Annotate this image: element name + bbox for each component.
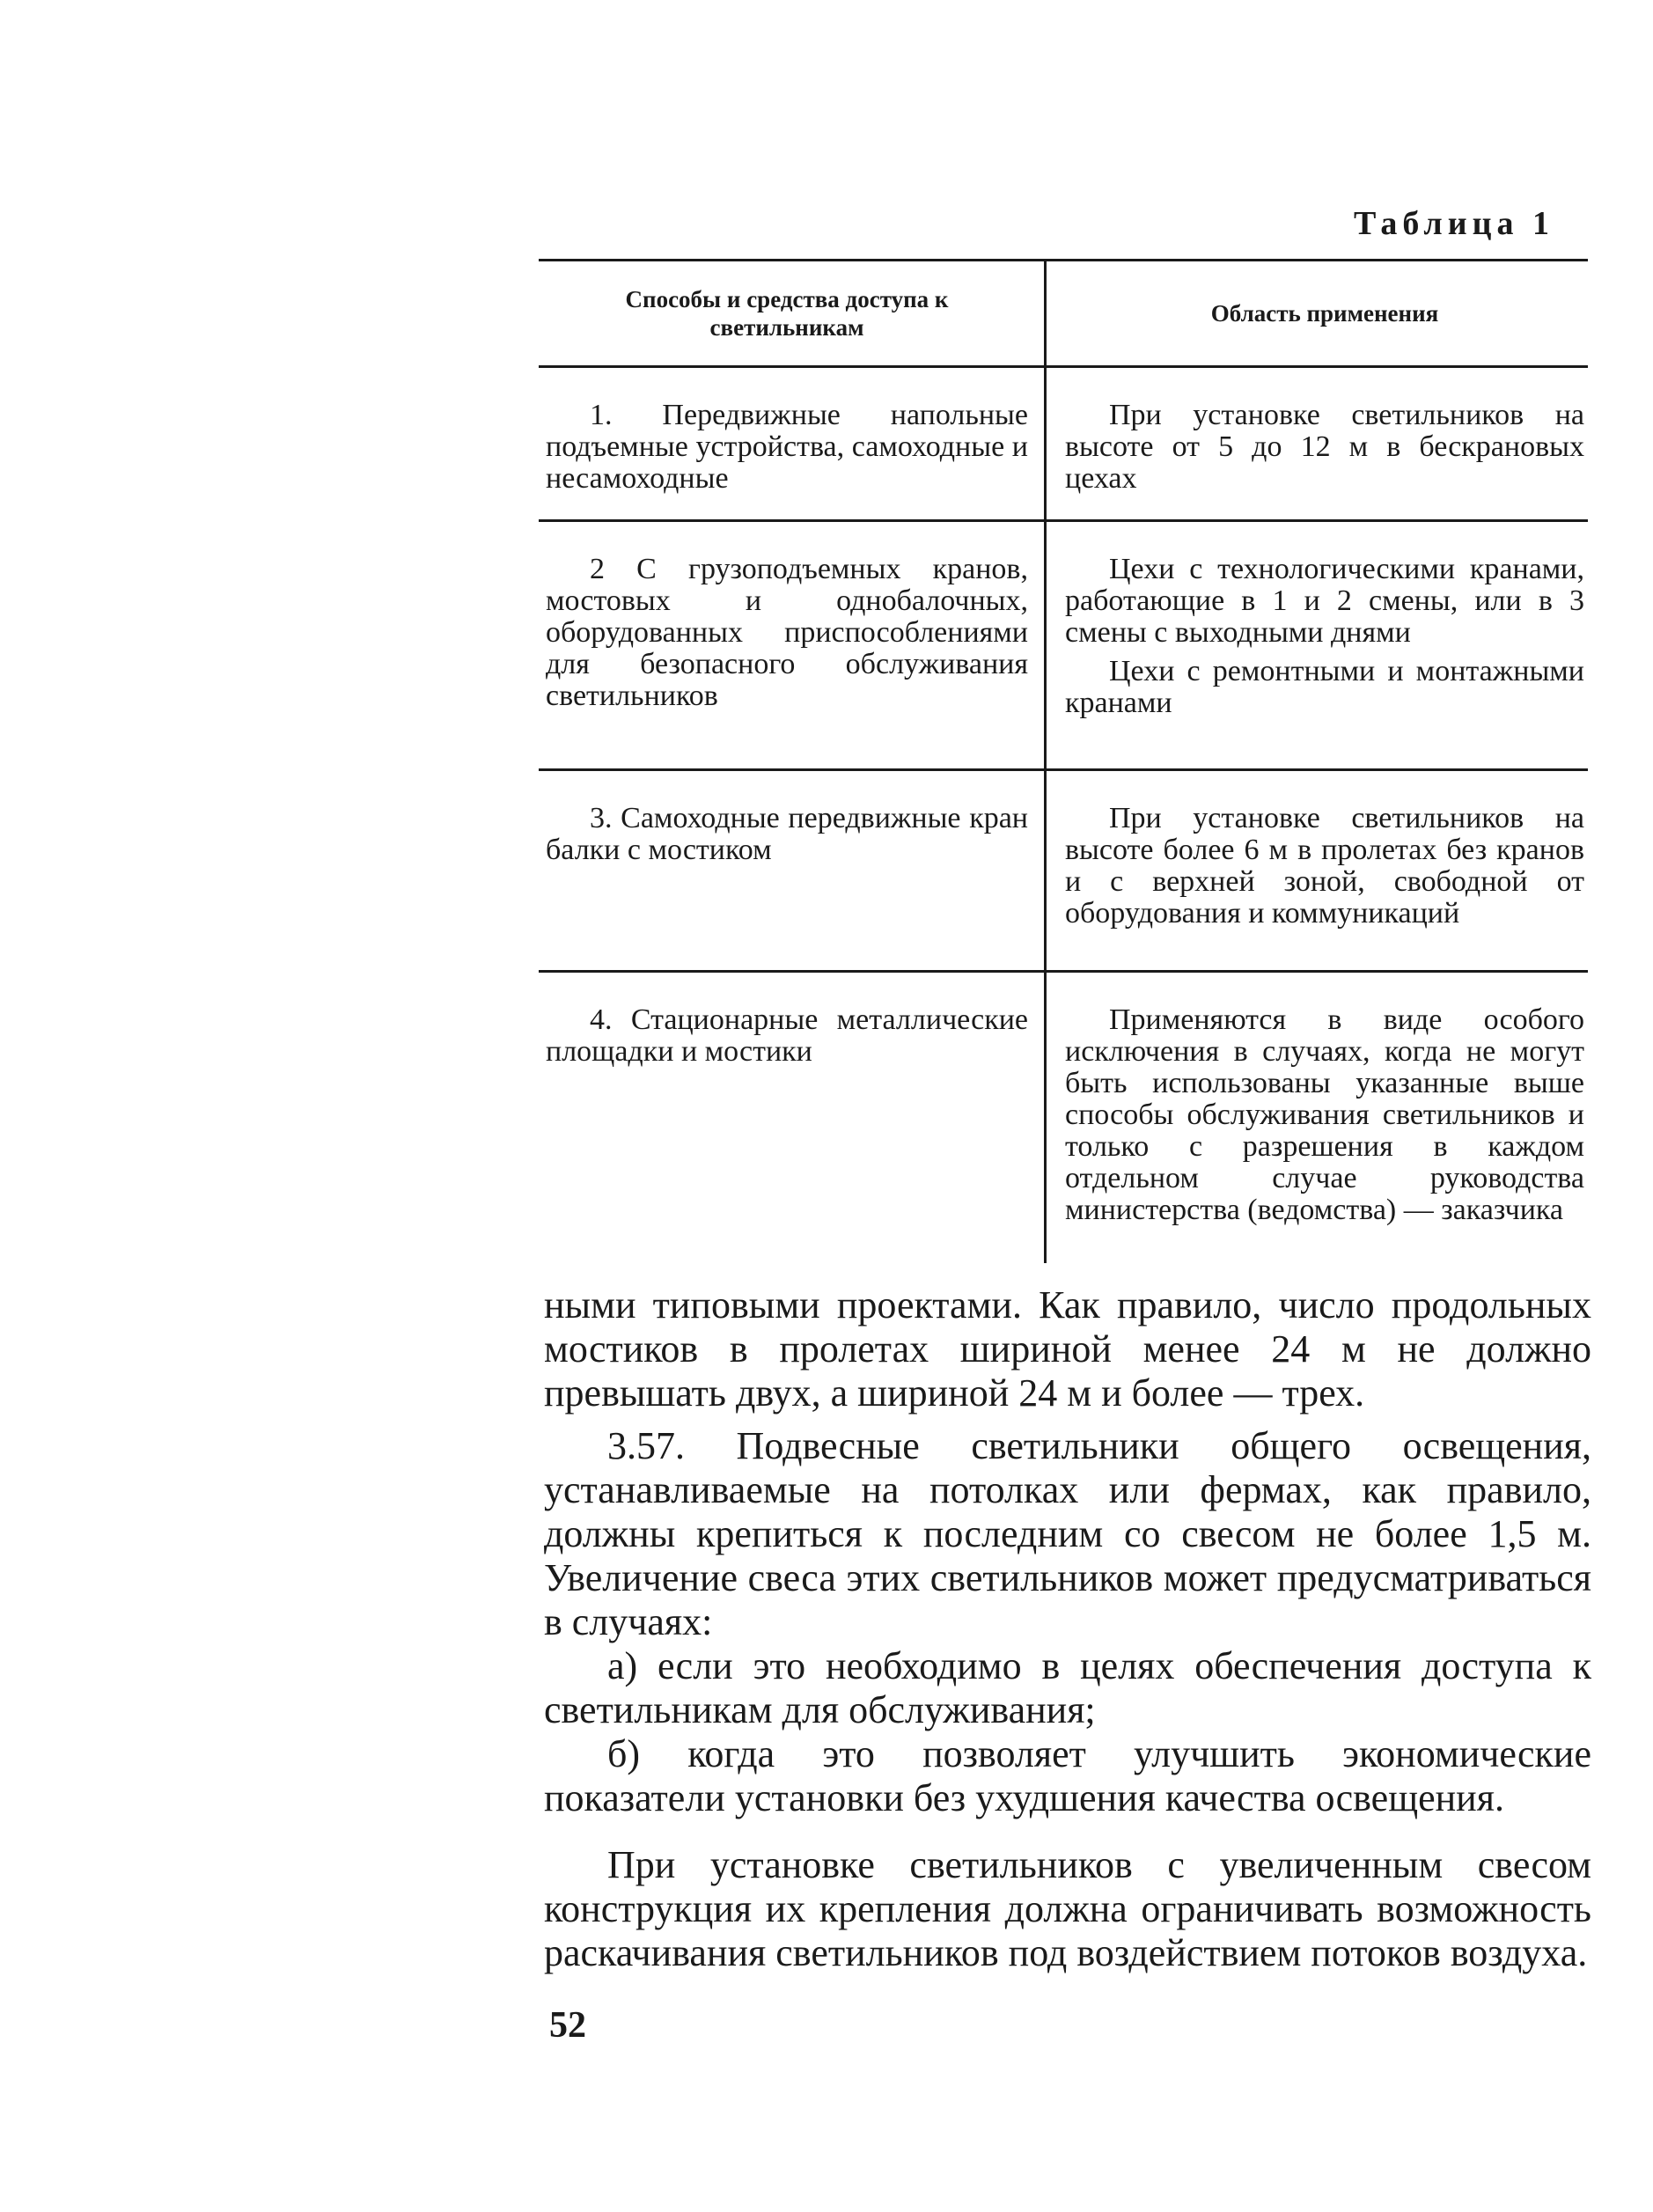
- method-cell: [539, 368, 1044, 519]
- usage-text: Цехи с технологическими кранами, работающие в 1 и 2 смены, или в 3 смены с выходными днями: [1065, 553, 1584, 649]
- table-header-row: [539, 261, 1588, 365]
- paragraph-continuation: ными типовыми проектами. Как правило, число продольных мостиков в пролетах шириной менее 24 м не должно превышать двух, а шириной 24 м и более — трех.: [544, 1283, 1591, 1415]
- usage-text: Цехи с ремонтными и монтажными кранами: [1065, 655, 1584, 719]
- header-usage: Область применения: [1210, 299, 1439, 327]
- column-divider: [1044, 261, 1047, 365]
- usage-cell: [1044, 771, 1588, 970]
- method-text: 4. Стационарные металлические площадки и мостики: [546, 1003, 1028, 1068]
- method-text: 3. Самоходные передвижные кран балки с мостиком: [546, 802, 1028, 866]
- column-divider: [1044, 973, 1047, 1263]
- method-text: 2 С грузоподъемных кранов, мостовых и однобалочных, оборудованных приспособлениями для безопасного обслуживания светильников: [546, 553, 1028, 712]
- body-text: [544, 1283, 1591, 1975]
- paragraph-mounting: При установке светильников с увеличенным свесом конструкция их крепления должна ограничивать возможность раскачивания светильников под воздействием потоков воздуха.: [544, 1843, 1591, 1974]
- usage-text: При установке светильников на высоте более 6 м в пролетах без кранов и с верхней зоной, свободной от оборудования и коммуникаций: [1065, 802, 1584, 930]
- paragraph-item-a: а) если это необходимо в целях обеспечения доступа к светильникам для обслуживания;: [544, 1644, 1591, 1731]
- method-cell: [539, 973, 1044, 1263]
- header-methods: Способы и средства доступа к светильникам: [625, 285, 949, 341]
- column-divider: [1044, 771, 1047, 970]
- table-row: [539, 522, 1588, 768]
- access-methods-table: [539, 259, 1588, 1263]
- usage-text: Применяются в виде особого исключения в случаях, когда не могут быть использованы указанные выше способы обслуживания светильников и только с разрешения в каждом отдельном случае руководства министерства (ведомства) — заказчика: [1065, 1003, 1584, 1226]
- table-row: [539, 973, 1588, 1263]
- usage-cell: [1044, 522, 1588, 768]
- column-divider: [1044, 368, 1047, 519]
- method-cell: [539, 522, 1044, 768]
- table-caption: Таблица 1: [1353, 205, 1554, 242]
- usage-cell: [1044, 368, 1588, 519]
- method-text: 1. Передвижные напольные подъемные устройства, самоходные и несамоходные: [546, 399, 1028, 495]
- paragraph-item-b: б) когда это позволяет улучшить экономические показатели установки без ухудшения качества освещения.: [544, 1732, 1591, 1819]
- method-cell: [539, 771, 1044, 970]
- table-row: [539, 771, 1588, 970]
- usage-text: При установке светильников на высоте от 5 до 12 м в бескрановых цехах: [1065, 399, 1584, 495]
- usage-cell: [1044, 973, 1588, 1263]
- paragraph-3-57: 3.57. Подвесные светильники общего освещения, устанавливаемые на потолках или фермах, как правило, должны крепиться к последним со свесом не более 1,5 м. Увеличение свеса этих светильников может предусматриваться в случаях:: [544, 1424, 1591, 1643]
- column-divider: [1044, 522, 1047, 768]
- page-number: 52: [549, 2005, 586, 2046]
- table-row: [539, 368, 1588, 519]
